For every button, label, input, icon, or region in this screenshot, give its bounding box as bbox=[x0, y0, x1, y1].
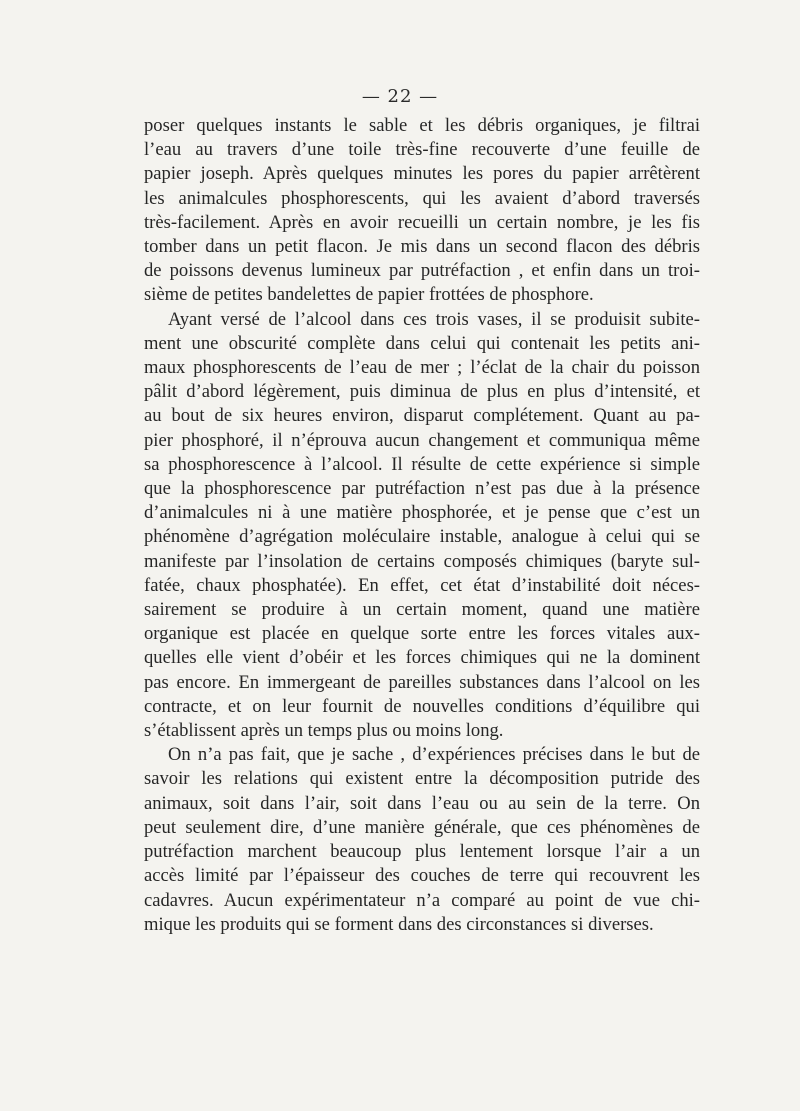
text-line: On n’a pas fait, que je sache , d’expériences précises dans le but de bbox=[168, 744, 700, 766]
text-line: maux phosphorescents de l’eau de mer ; l’éclat de la chair du poisson bbox=[144, 357, 700, 379]
text-line: l’eau au travers d’une toile très-fine recouverte d’une feuille de bbox=[144, 139, 700, 161]
text-line: putréfaction marchent beaucoup plus lentement lorsque l’air a un bbox=[144, 841, 700, 863]
text-line: animaux, soit dans l’air, soit dans l’eau ou au sein de la terre. On bbox=[144, 792, 700, 814]
text-line: les animalcules phosphorescents, qui les avaient d’abord traversés bbox=[144, 187, 700, 209]
text-line: tomber dans un petit flacon. Je mis dans un second flacon des débris bbox=[144, 236, 700, 258]
text-line: manifeste par l’insolation de certains composés chimiques (baryte sul- bbox=[144, 550, 700, 572]
text-line: que la phosphorescence par putréfaction n’est pas due à la présence bbox=[144, 478, 700, 500]
text-line: organique est placée en quelque sorte entre les forces vitales aux- bbox=[144, 623, 700, 645]
text-line: contracte, et on leur fournit de nouvelles conditions d’équilibre qui bbox=[144, 695, 700, 717]
text-line: pâlit d’abord légèrement, puis diminua de plus en plus d’intensité, et bbox=[144, 381, 700, 403]
paragraph-3 bbox=[144, 743, 700, 937]
text-line: très-facilement. Après en avoir recueilli un certain nombre, je les fis bbox=[144, 211, 700, 233]
text-line: pier phosphoré, il n’éprouva aucun changement et communiqua même bbox=[144, 429, 700, 451]
text-line: sième de petites bandelettes de papier frottées de phosphore. bbox=[144, 284, 594, 306]
text-line: quelles elle vient d’obéir et les forces chimiques qui ne la dominent bbox=[144, 647, 700, 669]
text-line: phénomène d’agrégation moléculaire instable, analogue à celui qui se bbox=[144, 526, 700, 548]
text-line: pas encore. En immergeant de pareilles substances dans l’alcool on les bbox=[144, 671, 700, 693]
page-number: — 22 — bbox=[361, 86, 439, 107]
text-line: fatée, chaux phosphatée). En effet, cet état d’instabilité doit néces- bbox=[144, 574, 700, 596]
text-line: sa phosphorescence à l’alcool. Il résulte de cette expérience si simple bbox=[144, 453, 700, 475]
text-line: savoir les relations qui existent entre la décomposition putride des bbox=[144, 768, 700, 790]
text-line: de poissons devenus lumineux par putréfaction , et enfin dans un troi- bbox=[144, 260, 700, 282]
text-line: poser quelques instants le sable et les débris organiques, je filtrai bbox=[144, 115, 700, 136]
body-text bbox=[144, 114, 700, 937]
text-line: cadavres. Aucun expérimentateur n’a comparé au point de vue chi- bbox=[144, 889, 700, 911]
text-line: ment une obscurité complète dans celui qui contenait les petits ani- bbox=[144, 332, 700, 354]
text-line: Ayant versé de l’alcool dans ces trois vases, il se produisit subite- bbox=[168, 308, 700, 330]
text-line: au bout de six heures environ, disparut complétement. Quant au pa- bbox=[144, 405, 700, 427]
text-line: accès limité par l’épaisseur des couches de terre qui recouvrent les bbox=[144, 865, 700, 887]
paragraph-1 bbox=[144, 114, 700, 308]
text-line: d’animalcules ni à une matière phosphorée, et je pense que c’est un bbox=[144, 502, 700, 524]
text-line: papier joseph. Après quelques minutes les pores du papier arrêtèrent bbox=[144, 163, 700, 185]
text-line: s’établissent après un temps plus ou moins long. bbox=[144, 720, 504, 742]
text-line: mique les produits qui se forment dans des circonstances si diverses. bbox=[144, 913, 654, 935]
text-line: sairement se produire à un certain moment, quand une matière bbox=[144, 599, 700, 621]
text-line: peut seulement dire, d’une manière générale, que ces phénomènes de bbox=[144, 816, 700, 838]
paragraph-2 bbox=[144, 308, 700, 744]
